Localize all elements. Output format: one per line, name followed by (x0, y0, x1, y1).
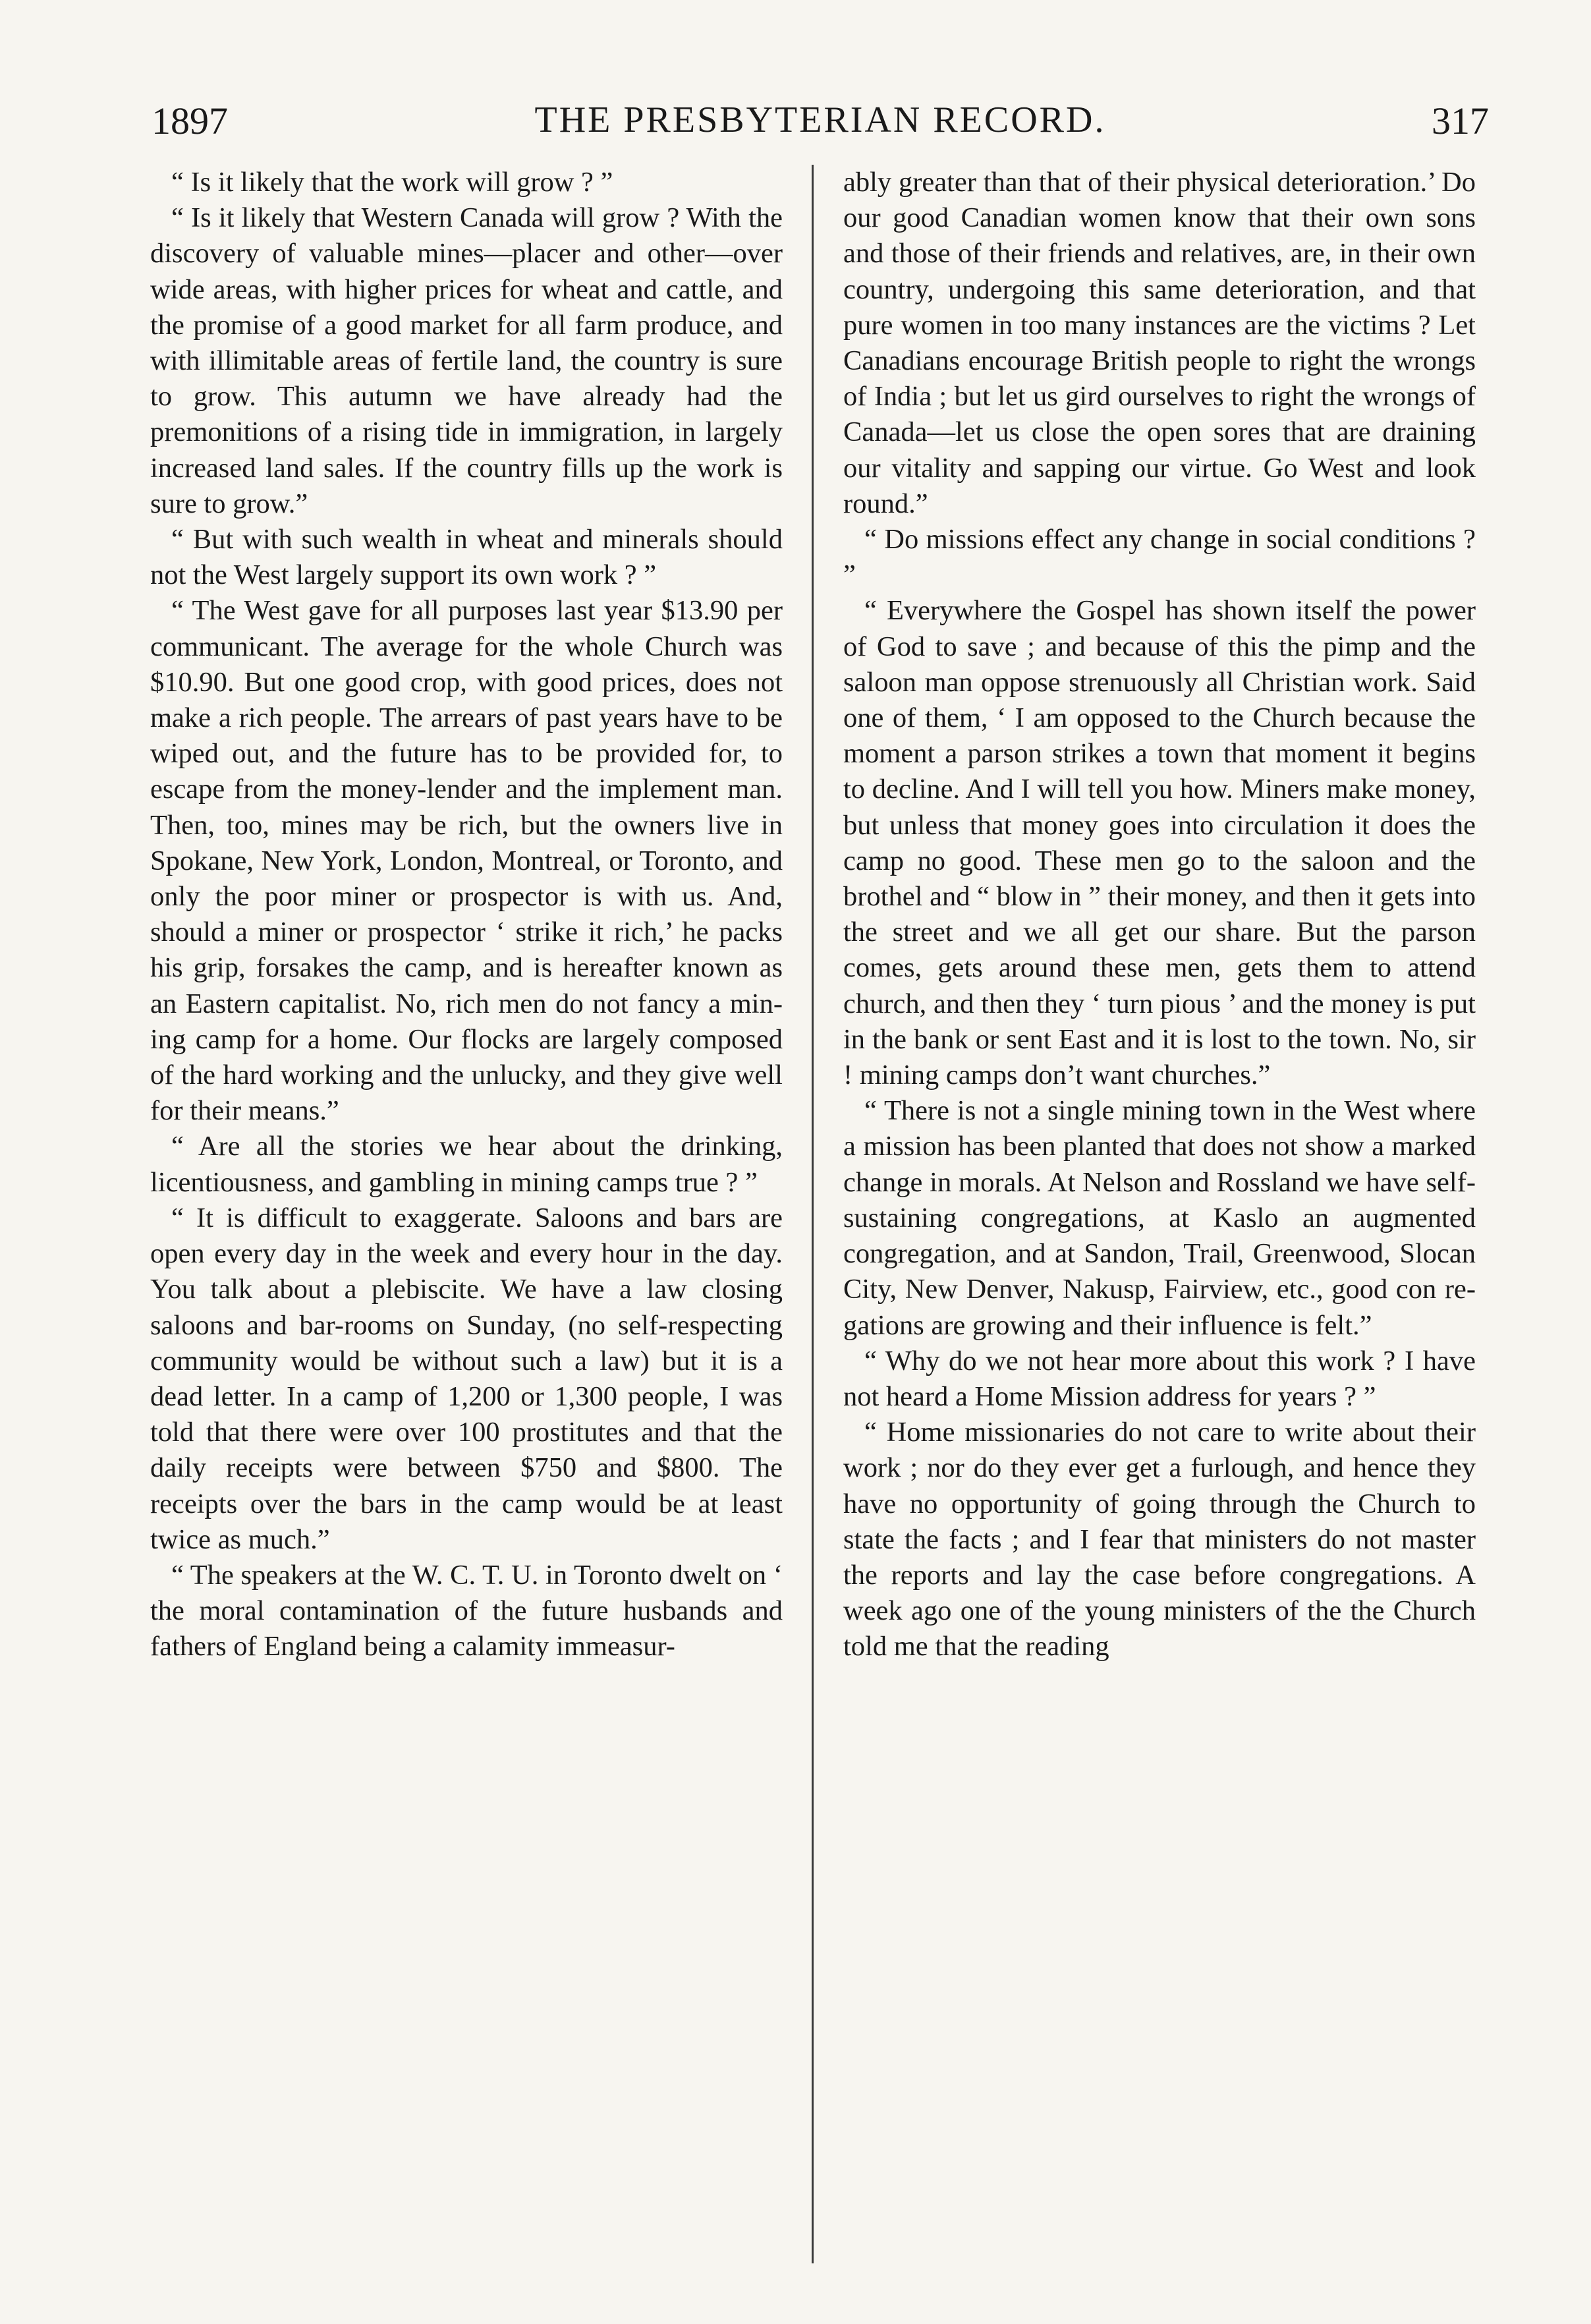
header-title: THE PRESBYTERIAN RECORD. (534, 99, 1106, 140)
column-divider (812, 165, 814, 2263)
paragraph: “ The West gave for all purposes last year $13.90 per communicant. The average for the whole Church was $10.90. But one good crop, with good prices, does not make a rich people. The arrears of past years have to be wiped out, and the future has to be provided for, to escape from the money-lender and the implement man. Then, too, mines may be rich, but the owners live in Spokane, New York, London, Montreal, or Toronto, and only the poor miner or prospector is with us. And, should a miner or prospector ‘ strike it rich,’ he packs his grip, forsakes the camp, and is hereafter known as an Eastern capitalist. No, rich men do not fancy a mining camp for a home. Our flocks are largely composed of the hard working and the unlucky, and they give well for their means.” (150, 595, 783, 1127)
paragraph: “ Do missions effect any change in social conditions ? ” (843, 524, 1476, 591)
paragraph: “ Home missionaries do not care to write about their work ; nor do they ever get a furlough, and hence they have no opportunity of going through the Church to state the facts ; and I fear that ministers do not master the reports and lay the case before congregations. A week ago one of the young ministers of the the Church told me that the reading (843, 1417, 1476, 1662)
running-header (152, 99, 1489, 152)
paragraph-continued: ably greater than that of their physical deterioration.’ Do our good Canadian women know that their own sons and those of their friends and relatives, are, in their own country, undergoing this same deterioration, and that pure women in too many instances are the victims ? Let Canadians encourage British people to right the wrongs of India ; but let us gird ourselves to right the wrongs of Canada—let us close the open sores that are draining our vitality and sapping our virtue. Go West and look round.” (843, 167, 1476, 519)
paragraph: “ There is not a single mining town in the West where a mission has been planted that does not show a marked change in morals. At Nelson and Rossland we have self-sustaining congregations, at Kaslo an augmented congregation, and at Sandon, Trail, Greenwood, Slocan City, New Denver, Nakusp, Fairview, etc., good con regations are growing and their influence is felt.” (843, 1095, 1476, 1341)
header-page-number: 317 (1432, 99, 1489, 142)
header-year: 1897 (152, 99, 228, 142)
paragraph: “ Is it likely that the work will grow ? ” (171, 167, 613, 198)
paragraph: “ Are all the stories we hear about the drinking, licentiousness, and gambling in mining camps true ? ” (150, 1131, 783, 1198)
left-column (150, 165, 783, 1665)
right-column (843, 165, 1476, 1665)
paragraph: “ But with such wealth in wheat and minerals should not the West largely support its own work ? ” (150, 524, 783, 591)
paragraph: “ Everywhere the Gospel has shown itself the power of God to save ; and because of this the pimp and the saloon man oppose strenuously all Christian work. Said one of them, ‘ I am opposed to the Church because the moment a parson strikes a town that moment it begins to decline. And I will tell you how. Miners make money, but unless that money goes into circulation it does the camp no good. These men go to the saloon and the brothel and “ blow in ” their money, and then it gets into the street and we all get our share. But the parson comes, gets around these men, gets them to attend church, and then they ‘ turn pious ’ and the money is put in the bank or sent East and it is lost to the town. No, sir ! mining camps don’t want churches.” (843, 595, 1476, 1091)
paragraph: “ It is difficult to exaggerate. Saloons and bars are open every day in the week and every hour in the day. You talk about a plebiscite. We have a law closing saloons and bar-rooms on Sunday, (no self-respecting community would be without such a law) but it is a dead letter. In a camp of 1,200 or 1,300 people, I was told that there were over 100 prostitutes and that the daily receipts were between $750 and $800. The receipts over the bars in the camp would be at least twice as much.” (150, 1202, 783, 1555)
paragraph: “ The speakers at the W. C. T. U. in Toronto dwelt on ‘ the moral contamination of the future husbands and fathers of England being a calamity immeasur- (150, 1559, 783, 1662)
paragraph: “ Why do we not hear more about this work ? I have not heard a Home Mission address for years ? ” (843, 1345, 1476, 1412)
paragraph: “ Is it likely that Western Canada will grow ? With the discovery of valuable mines—placer and other—over wide areas, with higher prices for wheat and cattle, and the promise of a good market for all farm produce, and with illimitable areas of fertile land, the country is sure to grow. This autumn we have already had the premonitions of a rising tide in immigration, in largely increased land sales. If the country fills up the work is sure to grow.” (150, 202, 783, 519)
